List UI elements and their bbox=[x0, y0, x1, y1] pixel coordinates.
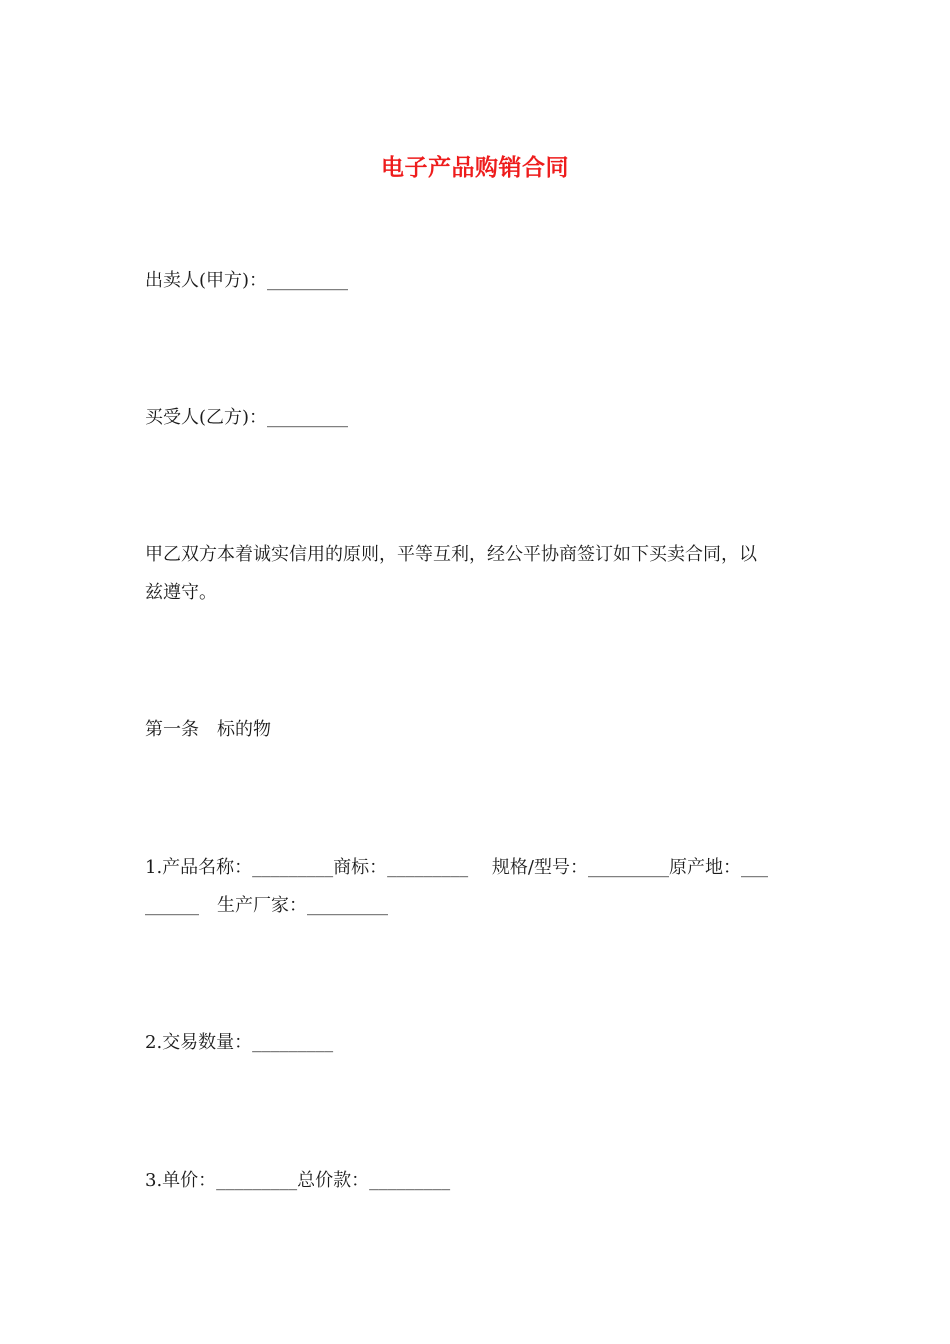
buyer-line: 买受人(乙方)：_________ bbox=[145, 407, 349, 428]
preamble-line-1: 甲乙双方本着诚实信用的原则，平等互利，经公平协商签订如下买卖合同，以 bbox=[145, 544, 757, 565]
item-1-paragraph bbox=[145, 849, 810, 925]
preamble-paragraph bbox=[145, 536, 810, 612]
item-1-line-2: ______ 生产厂家：_________ bbox=[145, 895, 388, 916]
item-1-line-1: 1.产品名称：_________商标：_________ 规格/型号：_________原产地：___ bbox=[145, 857, 768, 878]
item-3-line: 3.单价：_________总价款：_________ bbox=[145, 1170, 451, 1191]
document-title: 电子产品购销合同 bbox=[381, 155, 569, 181]
article-1-heading: 第一条 标的物 bbox=[145, 719, 271, 740]
item-2-line: 2.交易数量：_________ bbox=[145, 1032, 334, 1053]
seller-line: 出卖人(甲方)：_________ bbox=[145, 270, 349, 291]
preamble-line-2: 兹遵守。 bbox=[145, 582, 217, 603]
